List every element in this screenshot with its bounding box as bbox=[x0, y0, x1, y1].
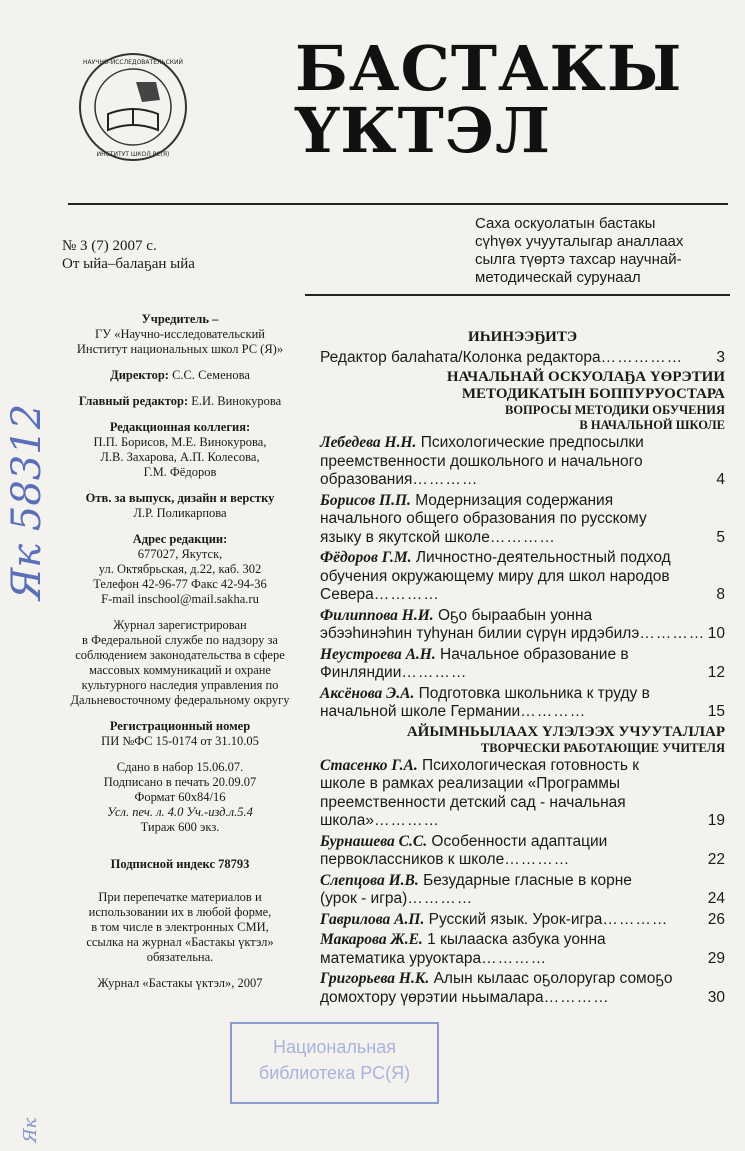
toc-entry: Макарова Ж.Е. 1 кылааска азбука уонна математика уруоктара………… 29 bbox=[320, 931, 725, 967]
svg-text:Як 58312: Як 58312 bbox=[4, 403, 50, 600]
toc-entry-intro: Редактор балаһата/Колонка редактора…………… 3 bbox=[320, 348, 725, 366]
section-subheading: В НАЧАЛЬНОЙ ШКОЛЕ bbox=[579, 418, 725, 432]
toc-entry: Григорьева Н.К. Алын кылаас оҕолоругар сомоҕо домохтору үөрэтии ньымалара………… 30 bbox=[320, 970, 725, 1006]
toc-entry: Неустроева А.Н. Начальное образование в Финляндии………… 12 bbox=[320, 645, 725, 681]
toc-entry: Борисов П.П. Модернизация содержания начального общего образования по русскому языку в якутской школе………… 5 bbox=[320, 491, 725, 546]
toc-entry: Филиппова Н.И. Оҕо быраабын уонна эбээһинэһин туһунан билии сүрүн ирдэбилэ………… 10 bbox=[320, 606, 725, 642]
toc-title: ИҺИНЭЭҔИТЭ bbox=[467, 329, 578, 345]
section-subheading: ВОПРОСЫ МЕТОДИКИ ОБУЧЕНИЯ bbox=[505, 403, 725, 417]
toc-entry: Стасенко Г.А. Психологическая готовность к школе в рамках реализации «Программы преемственности детский сад - начальная школа»………… 19 bbox=[320, 756, 725, 829]
svg-text:НАУЧНО-ИССЛЕДОВАТЕЛЬСКИЙ: НАУЧНО-ИССЛЕДОВАТЕЛЬСКИЙ bbox=[82, 59, 184, 66]
svg-text:ИНСТИТУТ ШКОЛ РС(Я): ИНСТИТУТ ШКОЛ РС(Я) bbox=[96, 151, 170, 158]
journal-title: БАСТАКЫ ҮКТЭЛ bbox=[295, 32, 683, 167]
top-rule bbox=[68, 203, 728, 205]
toc-entry: Бурнашева С.С. Особенности адаптации первоклассников к школе………… 22 bbox=[320, 832, 725, 868]
table-of-contents bbox=[320, 328, 725, 1009]
handwritten-inventory-note bbox=[0, 315, 60, 605]
toc-entry: Лебедева Н.Н. Психологические предпосылки преемственности дошкольного и начального образования………… 4 bbox=[320, 434, 725, 488]
issue-info: № 3 (7) 2007 с. От ыйа–балаҕан ыйа bbox=[62, 238, 195, 272]
svg-text:Як: Як bbox=[20, 1117, 41, 1143]
section-subheading: ТВОРЧЕСКИ РАБОТАЮЩИЕ УЧИТЕЛЯ bbox=[480, 740, 725, 755]
handwritten-corner-note bbox=[8, 1105, 48, 1145]
subtitle-rule bbox=[305, 294, 730, 296]
imprint-column: Учредитель – ГУ «Научно-исследовательский Институт национальных школ РС (Я)» Директор: С.С. Семенова Главный редактор: Е.И. Винокурова Редакционная коллегия: П.П. Борисов, М.Е. Винокурова, Л.В. Захарова, А.П. Колесова, Г.М. Фёдоров Отв. за выпуск, дизайн и верстку Л.Р. Поликарпова Адрес редакции: 677027, Якутск, ул. Октябрьская, д.22, каб. 302 Телефон 42-96-77 Факс 42-94-36 F-mail inschool@mail.sakha.ru Журнал зарегистрирован в Федеральной службе по надзору за соблюдением законодательства в сфере массовых коммуникаций и охране культурного наследия управления по Дальневосточному федеральному округу Регистрационный номер ПИ №ФС 15-0174 от 31.10.05 Сдано в набор 15.06.07. Подписано в печать 20.09.07 Формат 60х84/16 Усл. печ. л. 4.0 Уч.-изд.л.5.4 Тираж 600 экз. Подписной индекс 78793 При перепечатке материалов и использовании их в любой форме, в том числе в электронных СМИ, ссылка на журнал «Бастакы үктэл» обязательна. Журнал «Бастакы үктэл», 2007 bbox=[70, 312, 290, 990]
toc-entry: Фёдоров Г.М. Личностно-деятельностный подход обучения окружающему миру для школ народов Севера………… 8 bbox=[320, 549, 725, 603]
toc-entry: Слепцова И.В. Безударные гласные в корне (урок - игра)………… 24 bbox=[320, 871, 725, 907]
section-heading: НАЧАЛЬНАЙ ОСКУОЛАҔА ҮӨРЭТИИ bbox=[446, 369, 725, 385]
section-heading: МЕТОДИКАТЫН БОППУРУОСТАРА bbox=[461, 386, 725, 402]
library-stamp: Национальная библиотека РС(Я) bbox=[230, 1022, 439, 1104]
toc-entry: Гаврилова А.П. Русский язык. Урок-игра………… 26 bbox=[320, 910, 725, 928]
section-heading: АЙЫМНЬЫЛААХ ҮЛЭЛЭЭХ УЧУУТАЛЛАР bbox=[406, 723, 725, 740]
institute-seal-logo bbox=[78, 52, 188, 162]
toc-entry: Аксёнова Э.А. Подготовка школьника к труду в начальной школе Германии………… 15 bbox=[320, 684, 725, 720]
journal-subtitle: Саха оскуолатын бастакы сүһүөх учууталыгар аналлаах сылга түөртэ тахсар научнай- методическай сурунаал bbox=[475, 215, 684, 286]
